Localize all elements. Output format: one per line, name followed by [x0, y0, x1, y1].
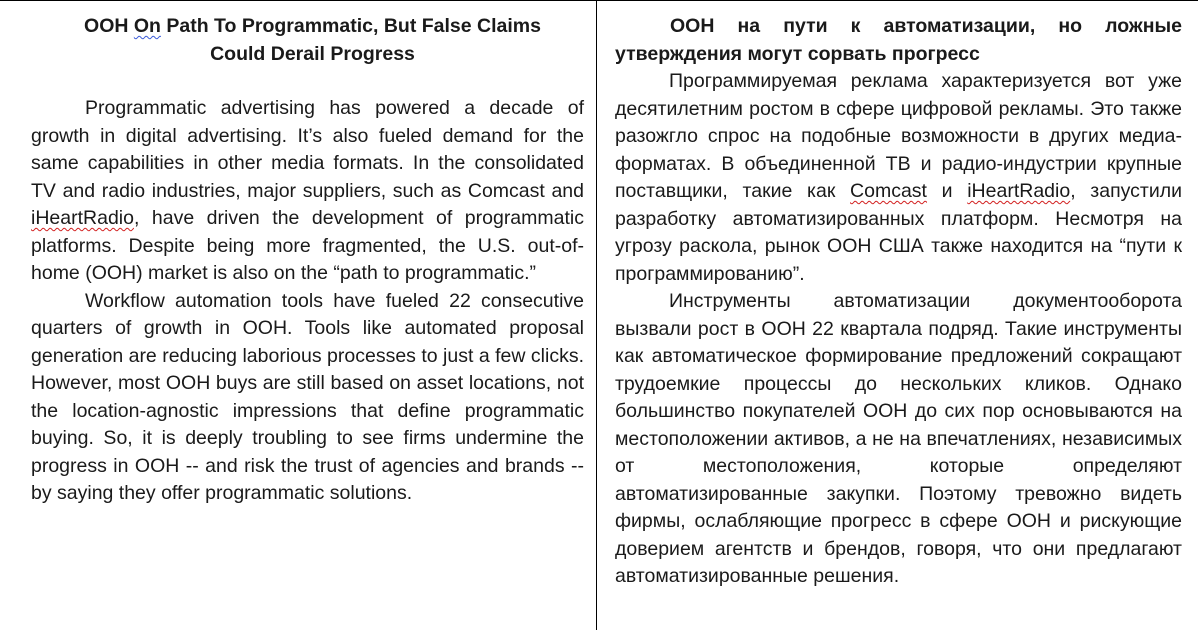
english-title: [31, 13, 584, 68]
english-paragraph-2: Workflow automation tools have fueled 22 consecutive quarters of growth in OOH. Tools like automated proposal generation are reducing laborious processes to just a few clicks. However, most OOH buys are still based on asset locations, not the location-agnostic impressions that define programmatic buying. So, it is deeply troubling to see firms undermine the progress in OOH -- and risk the trust of agencies and brands -- by saying they offer programmatic solutions.: [31, 289, 584, 504]
russian-paragraph-2: Инструменты автоматизации документооборота вызвали рост в OOH 22 квартала подряд. Такие инструменты как автоматическое формирование предложений сокращают трудоемкие процессы до нескольких кликов. Однако большинство покупателей OOH до сих пор основываются на местоположении активов, а не на впечатлениях, независимых от местоположения, которые определяют автоматизированные закупки. Поэтому тревожно видеть фирмы, ослабляющие прогресс в сфере OOH и рискующие доверием агентств и брендов, говоря, что они предлагают автоматизированные решения.: [615, 290, 1182, 587]
russian-title: OOH на пути к автоматизации, но ложные утверждения могут сорвать прогресс: [615, 15, 1182, 65]
russian-column: [615, 13, 1182, 591]
spell-flagged-word[interactable]: iHeartRadio: [31, 207, 134, 229]
column-divider: [596, 1, 597, 630]
russian-paragraph-1: [615, 68, 1182, 288]
paragraph-text: Programmatic advertising has powered a decade of growth in digital advertising. It’s also fueled demand for the same capabilities in other media formats. In the consolidated TV and radio industries, major suppliers, such as Comcast and: [31, 97, 584, 202]
grammar-flagged-word[interactable]: On: [133, 15, 161, 37]
paragraph-text: , запустили разработку автоматизированных платформ. Несмотря на угрозу раскола, рынок OOH США также находится на “пути к программированию”.: [615, 180, 1182, 285]
title-text: OOH: [84, 15, 134, 37]
spell-flagged-word[interactable]: Comcast: [850, 180, 927, 202]
english-column: [31, 13, 584, 508]
paragraph-text: Программируемая реклама характеризуется вот уже десятилетним ростом в сфере цифровой рекламы. Это также разожгло спрос на подобные возможности в других медиа-форматах. В объединенной ТВ и радио-индустрии крупные поставщики, такие как: [615, 70, 1182, 202]
spell-flagged-word[interactable]: iHeartRadio: [967, 180, 1071, 202]
english-paragraph-1: [31, 95, 584, 288]
paragraph-text: и: [926, 180, 968, 202]
title-text: Path To Programmatic, But False Claims Could Derail Progress: [160, 15, 541, 65]
paragraph-text: , have driven the development of programmatic platforms. Despite being more fragmented, the U.S. out-of-home (OOH) market is also on the “path to programmatic.”: [31, 207, 584, 284]
